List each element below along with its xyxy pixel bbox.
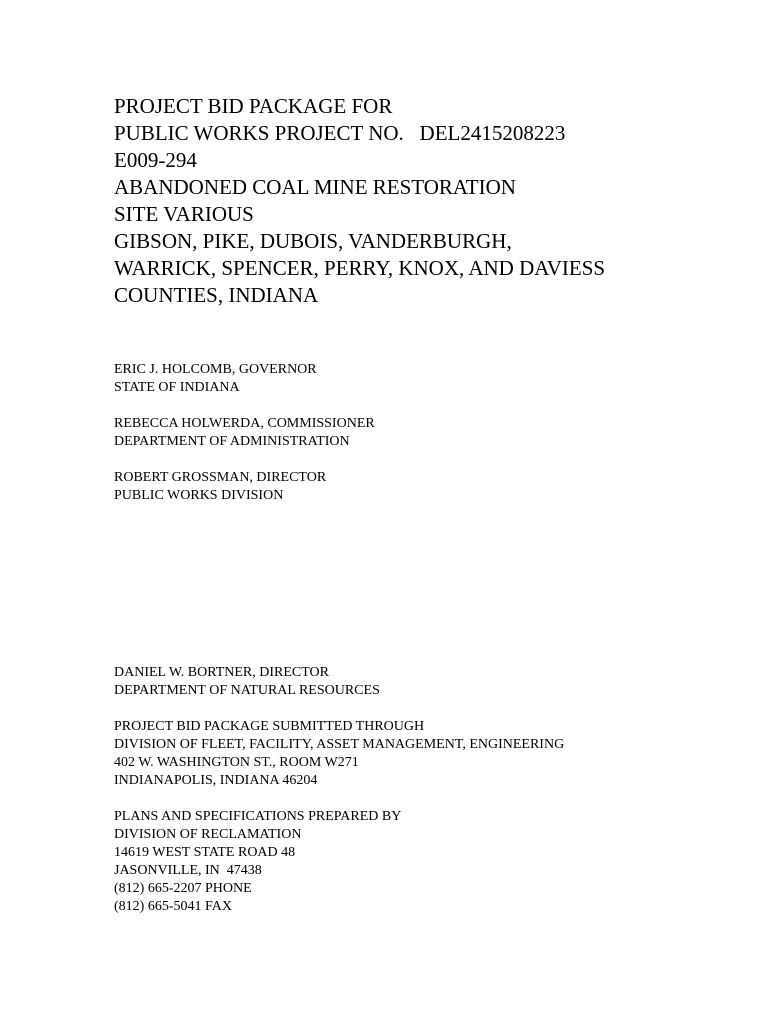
title-line: WARRICK, SPENCER, PERRY, KNOX, AND DAVIESS [114, 256, 606, 280]
title-line: COUNTIES, INDIANA [114, 283, 319, 307]
prepared-block [114, 664, 714, 934]
title-line: ABANDONED COAL MINE RESTORATION [114, 175, 516, 199]
public-works-division: PUBLIC WORKS DIVISION [114, 488, 284, 503]
submitted-division: DIVISION OF FLEET, FACILITY, ASSET MANAGEMENT, ENGINEERING [114, 737, 565, 752]
dnr-department: DEPARTMENT OF NATURAL RESOURCES [114, 683, 380, 698]
dnr-director-name: DANIEL W. BORTNER, DIRECTOR [114, 665, 329, 680]
public-works-director-group [114, 469, 714, 505]
prepared-heading: PLANS AND SPECIFICATIONS PREPARED BY [114, 809, 402, 824]
commissioner-org: DEPARTMENT OF ADMINISTRATION [114, 434, 350, 449]
prepared-division: DIVISION OF RECLAMATION [114, 827, 302, 842]
dnr-director-group [114, 664, 714, 700]
prepared-fax: (812) 665-5041 FAX [114, 899, 232, 914]
prepared-city: JASONVILLE, IN 47438 [114, 863, 262, 878]
governor-group [114, 361, 714, 397]
submitted-heading: PROJECT BID PACKAGE SUBMITTED THROUGH [114, 719, 425, 734]
project-title-block [114, 93, 714, 309]
governor-name: ERIC J. HOLCOMB, GOVERNOR [114, 362, 317, 377]
governor-org: STATE OF INDIANA [114, 380, 240, 395]
submitted-city: INDIANAPOLIS, INDIANA 46204 [114, 773, 318, 788]
prepared-phone: (812) 665-2207 PHONE [114, 881, 252, 896]
public-works-director-name: ROBERT GROSSMAN, DIRECTOR [114, 470, 327, 485]
prepared-by-group [114, 808, 714, 916]
title-line: PUBLIC WORKS PROJECT NO. DEL2415208223 [114, 121, 566, 145]
title-line: SITE VARIOUS [114, 202, 254, 226]
commissioner-group [114, 415, 714, 451]
title-line: PROJECT BID PACKAGE FOR [114, 94, 393, 118]
prepared-address: 14619 WEST STATE ROAD 48 [114, 845, 296, 860]
title-line: E009-294 [114, 148, 197, 172]
submitted-address: 402 W. WASHINGTON ST., ROOM W271 [114, 755, 359, 770]
title-line: GIBSON, PIKE, DUBOIS, VANDERBURGH, [114, 229, 512, 253]
submitted-through-group [114, 718, 714, 790]
commissioner-name: REBECCA HOLWERDA, COMMISSIONER [114, 416, 375, 431]
state-officials-block [114, 361, 714, 523]
